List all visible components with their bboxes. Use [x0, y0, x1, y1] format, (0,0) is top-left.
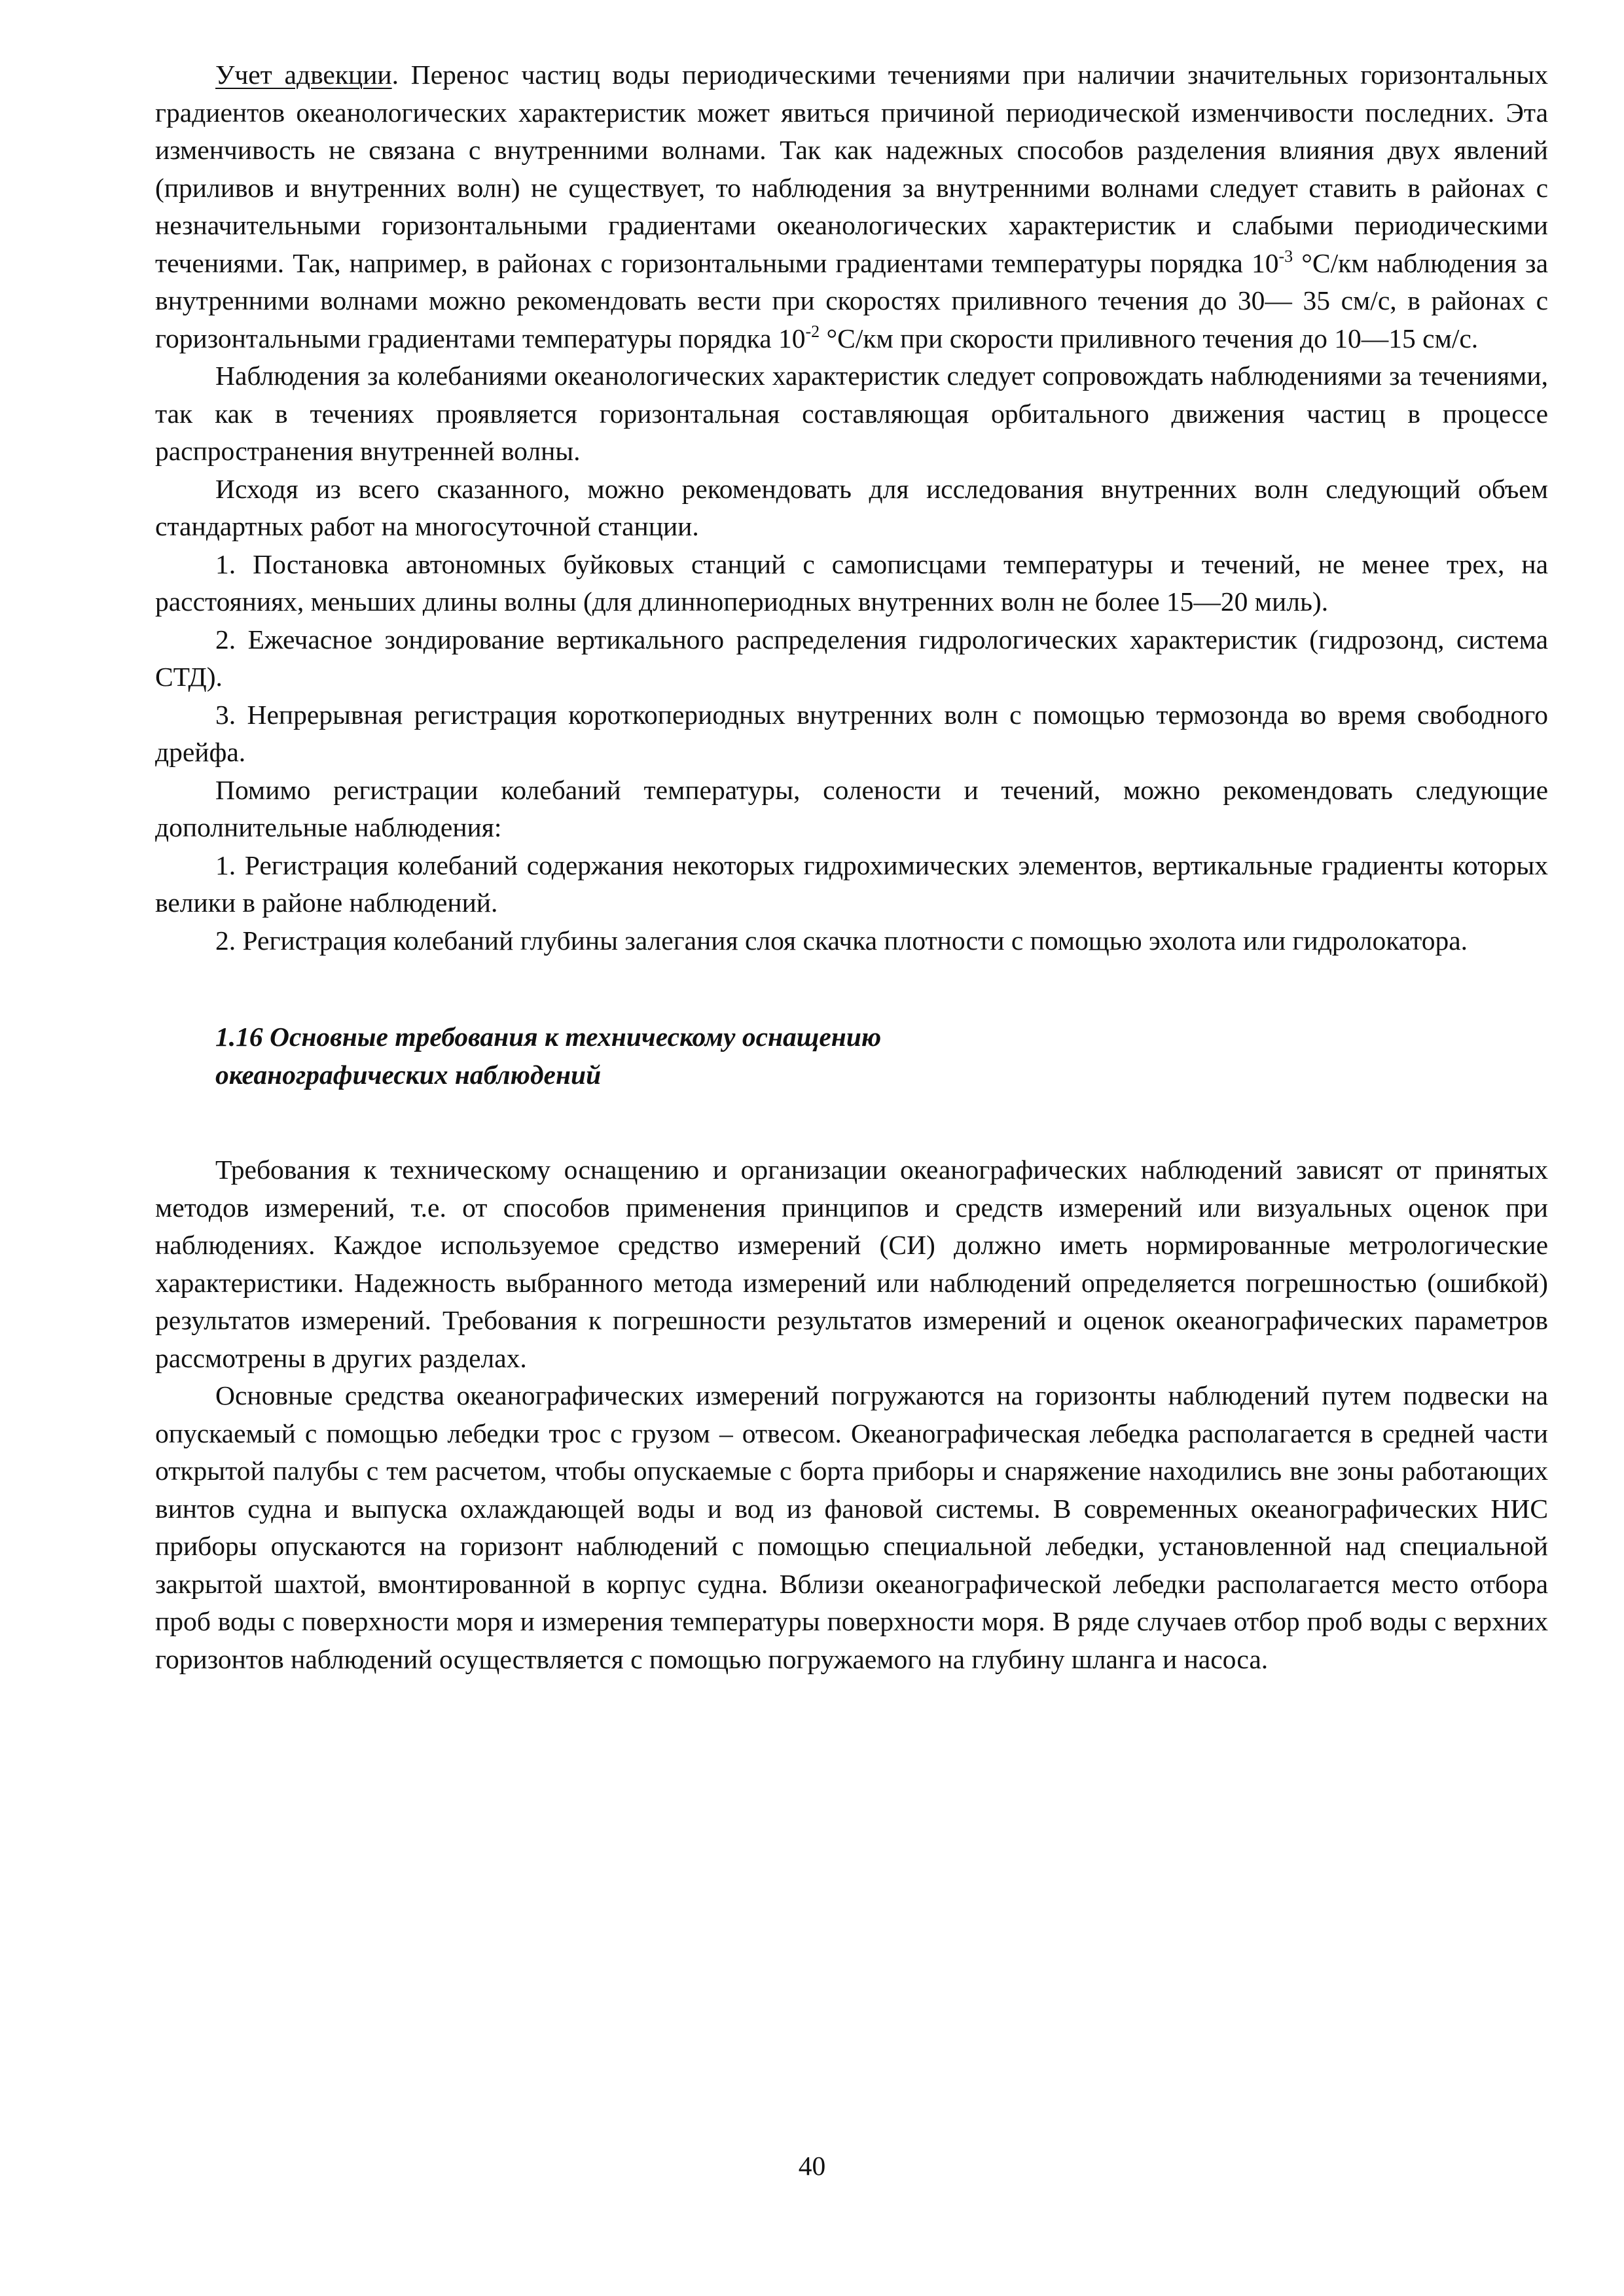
section-heading [215, 1018, 1548, 1094]
list-item-continuous-registration: 3. Непрерывная регистрация короткопериодных внутренних волн с помощью термозонда во время свободного дрейфа. [155, 699, 1548, 767]
section-heading-line1: 1.16 Основные требования к техническому оснащению [215, 1022, 882, 1052]
advection-text-a: . Перенос частиц воды периодическими течениями при наличии значительных горизонтальных градиентов океанологических характеристик может явиться причиной периодической изменчивости последних. Эта изменчивость не связана с внутренними волнами. Так как надежных способов разделения влияния двух явлений (приливов и внутренних волн) не существует, то наблюдения за внутренними волнами следует ставить в районах с незначительными горизонтальными градиентами океанологических характеристик и слабыми периодическими течениями. Так, например, в районах с горизонтальными градиентами температуры порядка 10 [155, 60, 1549, 278]
paragraph-recommendation: Исходя из всего сказанного, можно рекомендовать для исследования внутренних волн следующий объем стандартных работ на многосуточной станции. [155, 473, 1548, 541]
advection-lead: Учет адвекции [215, 60, 392, 90]
paragraph-additional: Помимо регистрации колебаний температуры, солености и течений, можно рекомендовать следующие дополнительные наблюдения: [155, 774, 1548, 842]
section-heading-line2: океанографических наблюдений [215, 1059, 602, 1090]
exponent-minus-2: -2 [805, 321, 820, 341]
page-body [155, 56, 1548, 1678]
paragraph-requirements: Требования к техническому оснащению и организации океанографических наблюдений зависят от принятых методов измерений, т.е. от способов применения принципов и средств измерений или визуальных оценок при наблюдениях. Каждое используемое средство измерений (СИ) должно иметь нормированные метрологические характеристики. Надежность выбранного метода измерений или наблюдений определяется погрешностью (ошибкой) результатов измерений. Требования к погрешности результатов измерений и оценок океанографических параметров рассмотрены в других разделах. [155, 1155, 1548, 1373]
paragraph-winch: Основные средства океанографических измерений погружаются на горизонты наблюдений путем подвески на опускаемый с помощью лебедки трос с грузом – отвесом. Океанографическая лебедка располагается в средней части открытой палубы с тем расчетом, чтобы опускаемые с борта приборы и снаряжение находились вне зоны работающих винтов судна и выпуска охлаждающей воды и вод из фановой системы. В современных океанографических НИС приборы опускаются на горизонт наблюдений с помощью специальной лебедки, установленной над специальной закрытой шахтой, вмонтированной в корпус судна. Вблизи океанографической лебедки располагается место отбора проб воды с поверхности моря и измерения температуры поверхности моря. В ряде случаев отбор проб воды с верхних горизонтов наблюдений осуществляется с помощью погружаемого на глубину шланга и насоса. [155, 1380, 1548, 1674]
list-item-buoy-stations: 1. Постановка автономных буйковых станций с самописцами температуры и течений, не менее трех, на расстояниях, меньших длины волны (для длиннопериодных внутренних волн не более 15—20 миль). [155, 548, 1548, 617]
advection-text-b: °С/км наблюдения за внутренними волнами можно рекомендовать вести при скоростях приливного течения до 30— 35 см/с, в районах с горизонтальными градиентами температуры порядка 10 [155, 247, 1548, 353]
paragraph-advection [155, 56, 1548, 357]
paragraph-currents: Наблюдения за колебаниями океанологических характеристик следует сопровождать наблюдениями за течениями, так как в течениях проявляется горизонтальная составляющая орбитального движения частиц в процессе распространения внутренней волны. [155, 361, 1548, 466]
advection-text-c: °С/км при скорости приливного течения до 10—15 см/с. [820, 323, 1479, 353]
exponent-minus-3: -3 [1278, 246, 1293, 266]
list-item-hourly-sounding: 2. Ежечасное зондирование вертикального распределения гидрологических характеристик (гидрозонд, система СТД). [155, 624, 1548, 692]
list-item-hydrochemical: 1. Регистрация колебаний содержания некоторых гидрохимических элементов, вертикальные градиенты которых велики в районе наблюдений. [155, 850, 1548, 918]
page-number: 40 [798, 2151, 826, 2181]
list-item-density-layer: 2. Регистрация колебаний глубины залегания слоя скачка плотности с помощью эхолота или гидролокатора. [215, 925, 1468, 956]
